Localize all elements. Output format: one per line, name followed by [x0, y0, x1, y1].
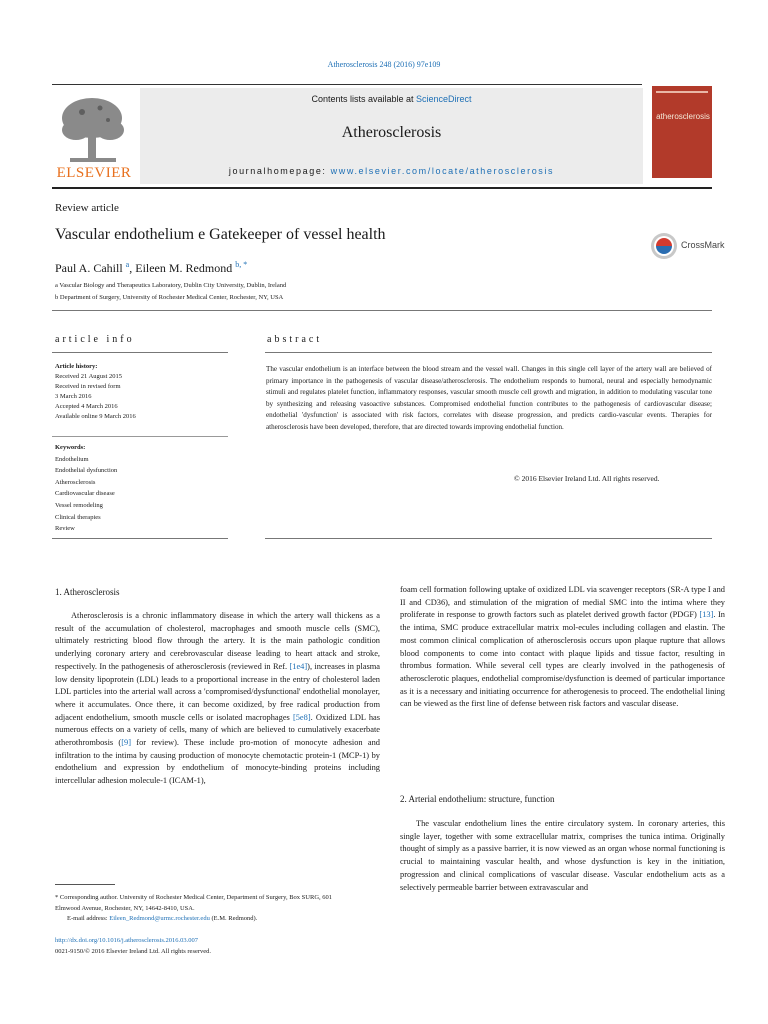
divider [265, 352, 712, 353]
crossmark-icon [650, 232, 678, 260]
keyword: Cardiovascular disease [55, 490, 115, 498]
journal-homepage-line [140, 166, 643, 176]
divider [265, 538, 712, 539]
footnote-rule [55, 884, 115, 885]
homepage-prefix: journalhomepage: [228, 166, 327, 176]
corresponding-author-footnote [55, 893, 355, 925]
author-list [55, 260, 247, 276]
keywords-list [55, 442, 225, 535]
keyword: Clinical therapies [55, 513, 101, 521]
header-top-rule [52, 84, 642, 85]
divider [52, 310, 712, 311]
history-item: Received in revised form [55, 383, 121, 390]
author-name: , Eileen M. Redmond [129, 261, 236, 275]
email-label: E-mail address: [67, 915, 110, 922]
body-paragraph [55, 610, 380, 788]
paragraph-text: The vascular endothelium lines the entire circulatory system. In coronary arteries, this single layer, together with some extracellular matrix, comprises the tunica intima. Originally thought of simply as a passive barrier, it is now viewed as an organ whose normal functioning is crucial to maintaining vascular health, and whose dysfunction is key in the initiation, progression and clinical complications of vascular disease. Vascular endothelium acts as a selectively permeable barrier between extravascular and [400, 819, 725, 892]
journal-homepage-link[interactable]: www.elsevier.com/locate/atherosclerosis [330, 166, 555, 176]
crossmark-label: CrossMark [681, 240, 725, 250]
history-item: Available online 9 March 2016 [55, 413, 136, 420]
divider [52, 436, 228, 437]
citation-link[interactable]: [13] [699, 610, 714, 620]
paragraph-text: for review). These include pro-motion of monocyte adhesion and infiltration to the intima by causing production of monocyte chemotactic protein-1 (MCP-1) by endothelium and expression by endothelium of monocyte-binding proteins including intercellular adhesion molecule-1 (ICAM-1), [55, 738, 380, 786]
abstract-heading: abstract [267, 334, 323, 345]
sciencedirect-link[interactable]: ScienceDirect [416, 94, 472, 104]
divider [52, 352, 228, 353]
author-affil-sup[interactable]: a [125, 260, 130, 269]
affiliation-a: a Vascular Biology and Therapeutics Laboratory, Dublin City University, Dublin, Ireland [55, 282, 287, 289]
section-heading: 2. Arterial endothelium: structure, function [400, 794, 555, 804]
history-item: Accepted 4 March 2016 [55, 403, 118, 410]
doi-link[interactable]: http://dx.doi.org/10.1016/j.atherosclerosis.2016.03.007 [55, 937, 199, 944]
article-title: Vascular endothelium e Gatekeeper of vessel health [55, 226, 386, 243]
abstract-text: The vascular endothelium is an interface between the blood stream and the vessel wall. Changes in this single cell layer of the artery wall are believed of primary importance in the pathogenesis of vascular disease/atherosclerosis. The endothelium responds to humoral, neural and especially hemodynamic stimuli and regulates platelet function, inflammatory responses, vascular smooth muscle cell growth and migration, in addition to modulating vascular tone by synthesizing and releasing vasoactive substances. Compromised endothelial function contributes to the pathogenesis of cardiovascular disease; endothelial 'dysfunction' is associated with risk factors, correlates with disease progression, and predicts cardio-vascular events. Therapies for atherosclerosis have been developed, therefore, that are directed towards improving endothelial function. [266, 365, 712, 431]
issn-copyright: 0021-9150/© 2016 Elsevier Ireland Ltd. All rights reserved. [55, 947, 212, 955]
journal-title: Atherosclerosis [341, 124, 442, 141]
email-link[interactable]: Eileen_Redmond@urmc.rochester.edu [109, 915, 210, 922]
author-affil-sup[interactable]: b, * [235, 260, 248, 269]
body-paragraph [400, 584, 725, 711]
email-line [55, 914, 355, 925]
keyword: Atherosclerosis [55, 478, 96, 486]
corresponding-author-note: * Corresponding author. University of Rochester Medical Center, Department of Surgery, Box SURG, 601 Elmwood Avenue, Rochester, NY, 14642-8410, USA. [55, 894, 333, 912]
paragraph-text: . Oxidized LDL has numerous effects on a variety of cells, many of which are believed to cumulatively exacerbate atherothrombosis ( [55, 712, 380, 748]
body-paragraph [400, 818, 725, 894]
paragraph-text: . In the intima, SMC produce extracellular matrix mol-ecules including collagen and elastin. The most common clinical complication of atherosclerosis occurs upon plaque rupture that allows blood components to come into contact with plaque lipids and tissue factor, resulting in thrombus formation. While several cell types are clearly involved in the pathogenesis of atherosclerotic plaques, endothelial compromise/dysfunction is deemed of particular importance as it is a necessary and initiating occurrence for atherogenesis to proceed. The endothelial lining can be viewed as the first line of defense between risk factors and vascular disease. [400, 610, 725, 709]
history-item: 3 March 2016 [55, 393, 92, 400]
paragraph-text: ), increases in plasma low density lipoprotein (LDL) leads to a proportional increase in the entry of cholesterol laden LDL particles into the arterial wall across a 'compromised/dysfunctional' endothelial monolayer, where it accumulates. Once there, it can become oxidized, by free radical production from adjacent endothelium, smooth muscle cells or isolated macrophages [55, 661, 380, 722]
contents-prefix: Contents lists available at [311, 94, 417, 104]
keyword: Endothelial dysfunction [55, 467, 118, 475]
crossmark-badge[interactable] [650, 228, 730, 264]
cover-title: atherosclerosis [656, 112, 710, 121]
paragraph-text: Atherosclerosis is a chronic inflammatory disease in which the artery wall thickens as a result of the accumulation of cholesterol, macrophages and smooth muscle cells (SMC), ultimately restricting blood flow through the artery. It is the main pathologic condition underlying coronary artery and cerebrovascular disease leading to heart attack and stroke, respectively. In the pathogenesis of atherosclerosis (reviewed in Ref. [55, 611, 380, 671]
article-type: Review article [55, 202, 119, 214]
cover-band [656, 91, 708, 93]
keywords-label: Keywords: [55, 444, 86, 451]
journal-reference-link[interactable]: Atherosclerosis 248 (2016) 97e109 [327, 60, 441, 69]
keyword: Endothelium [55, 455, 89, 463]
article-history [55, 362, 225, 422]
divider [52, 538, 228, 539]
header-bottom-rule [52, 187, 712, 189]
author-name: Paul A. Cahill [55, 261, 126, 275]
journal-cover-thumbnail [652, 86, 712, 178]
citation-link[interactable]: [9] [121, 738, 131, 748]
doi-block [55, 936, 375, 957]
email-suffix: (E.M. Redmond). [209, 915, 258, 922]
elsevier-wordmark: ELSEVIER [56, 165, 132, 181]
keyword: Vessel remodeling [55, 501, 103, 509]
history-item: Received 21 August 2015 [55, 373, 122, 380]
history-label: Article history: [55, 363, 98, 370]
contents-available-line [140, 94, 643, 104]
citation-link[interactable]: [1e4] [289, 661, 308, 671]
abstract-copyright: © 2016 Elsevier Ireland Ltd. All rights reserved. [514, 474, 660, 483]
article-info-heading: article info [55, 334, 135, 345]
affiliation-b: b Department of Surgery, University of Rochester Medical Center, Rochester, NY, USA [55, 294, 284, 301]
section-heading: 1. Atherosclerosis [55, 587, 120, 597]
paragraph-text: foam cell formation following uptake of oxidized LDL via scavenger receptors (SR-A type I and II and CD36), and stimulation of the migration of medial SMC into the intima where they proliferate in response to growth factors such as platelet derived growth factor (PDGF) [400, 585, 725, 620]
keyword: Review [55, 525, 75, 533]
citation-link[interactable]: [5e8] [292, 712, 311, 722]
